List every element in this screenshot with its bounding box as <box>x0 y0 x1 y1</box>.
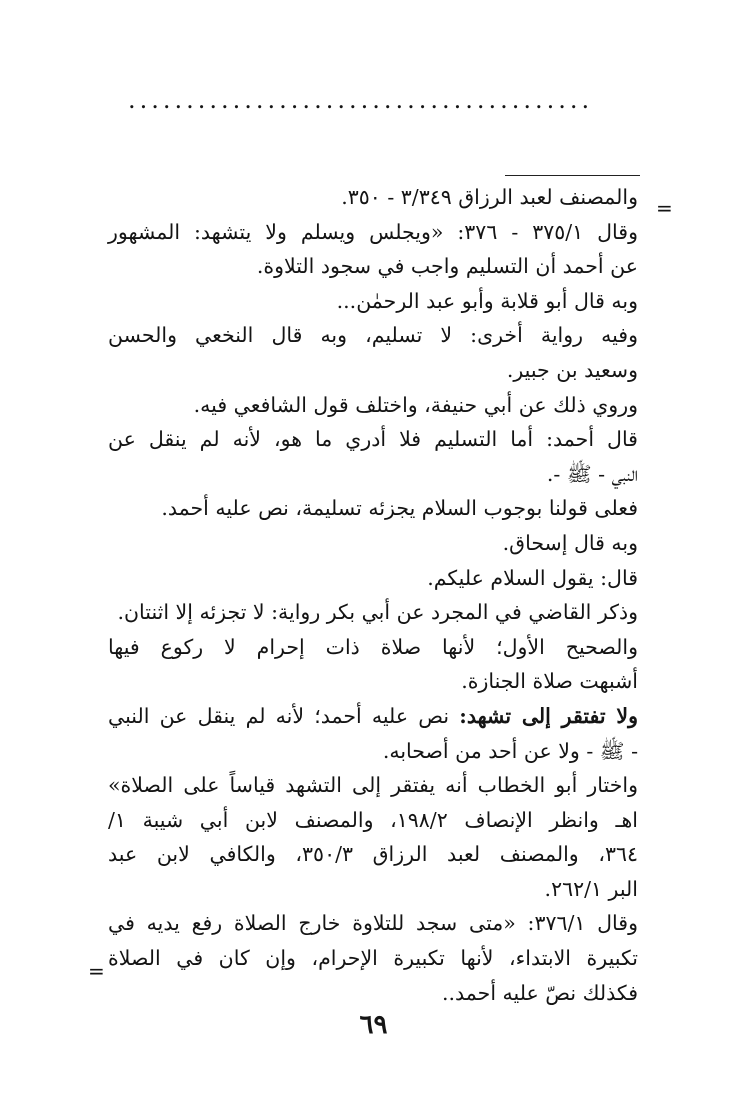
footnote-line: وسعيد بن جبير. <box>506 357 638 382</box>
footnote-line: والمصنف لعبد الرزاق ٣/٣٤٩ - ٣٥٠. <box>341 185 638 209</box>
footnote-line: قال أحمد: أما التسليم فلا أدري ما هو، لأنه لم ينقل عن <box>108 427 638 452</box>
footnote-line: النبي - ﷺ -. <box>546 461 638 486</box>
footnote-line: وروي ذلك عن أبي حنيفة، واختلف قول الشافعي فيه. <box>193 392 638 417</box>
footnote-separator <box>505 175 640 176</box>
footnote-line: تكبيرة الابتداء، لأنها تكبيرة الإحرام، وإن كان في الصلاة <box>108 946 638 971</box>
footnote-line: واختار أبو الخطاب أنه يفتقر إلى التشهد قياساً على الصلاة» <box>108 773 638 798</box>
footnote-line: والصحيح الأول؛ لأنها صلاة ذات إحرام لا ركوع فيها <box>108 634 638 659</box>
footnote-line: وفيه رواية أخرى: لا تسليم، وبه قال النخعي والحسن <box>108 323 638 348</box>
continuation-mark-end: = <box>88 959 105 983</box>
page-number: ٦٩ <box>359 1010 388 1040</box>
bold-lead-phrase: ولا تفتقر إلى تشهد: <box>459 703 638 728</box>
footnote-line: وقال ٣٧٥/١ - ٣٧٦: «ويجلس ويسلم ولا يتشهد: المشهور <box>108 219 638 244</box>
footnote-line: ٣٦٤، والمصنف لعبد الرزاق ٣٥٠/٣، والكافي لابن عبد <box>108 842 638 867</box>
footnote-line <box>108 699 638 734</box>
footnote-line: وبه قال أبو قلابة وأبو عبد الرحمٰن... <box>336 288 638 313</box>
footnote-line: اهـ وانظر الإنصاف ١٩٨/٢، والمصنف لابن أبي شيبة ١/ <box>108 807 639 832</box>
footnote-line: قال: يقول السلام عليكم. <box>427 565 638 590</box>
footnote-line-rest: نص عليه أحمد؛ لأنه لم ينقل عن النبي <box>108 703 460 728</box>
footnote-line: فعلى قولنا بوجوب السلام يجزئه تسليمة، نص عليه أحمد. <box>161 496 638 521</box>
footnote-line: وقال ٣٧٦/١: «متى سجد للتلاوة خارج الصلاة رفع يديه في <box>108 911 639 936</box>
continuation-mark-start: = <box>656 196 673 220</box>
footnote-text <box>108 180 638 1010</box>
footnote-line: وذكر القاضي في المجرد عن أبي بكر رواية: لا تجزئه إلا اثنتان. <box>117 600 638 625</box>
footnote-line: عن أحمد أن التسليم واجب في سجود التلاوة. <box>256 254 638 279</box>
footnote-line: - ﷺ - ولا عن أحد من أصحابه. <box>382 738 638 763</box>
footnote-line: أشبهت صلاة الجنازة. <box>461 669 638 694</box>
header-dotted-line: ........................................ <box>128 88 594 112</box>
footnote-line: البر ٢٦٢/١. <box>544 876 638 901</box>
footnote-line: وبه قال إسحاق. <box>502 530 638 555</box>
footnote-line: فكذلك نصّ عليه أحمد.. <box>442 980 638 1005</box>
